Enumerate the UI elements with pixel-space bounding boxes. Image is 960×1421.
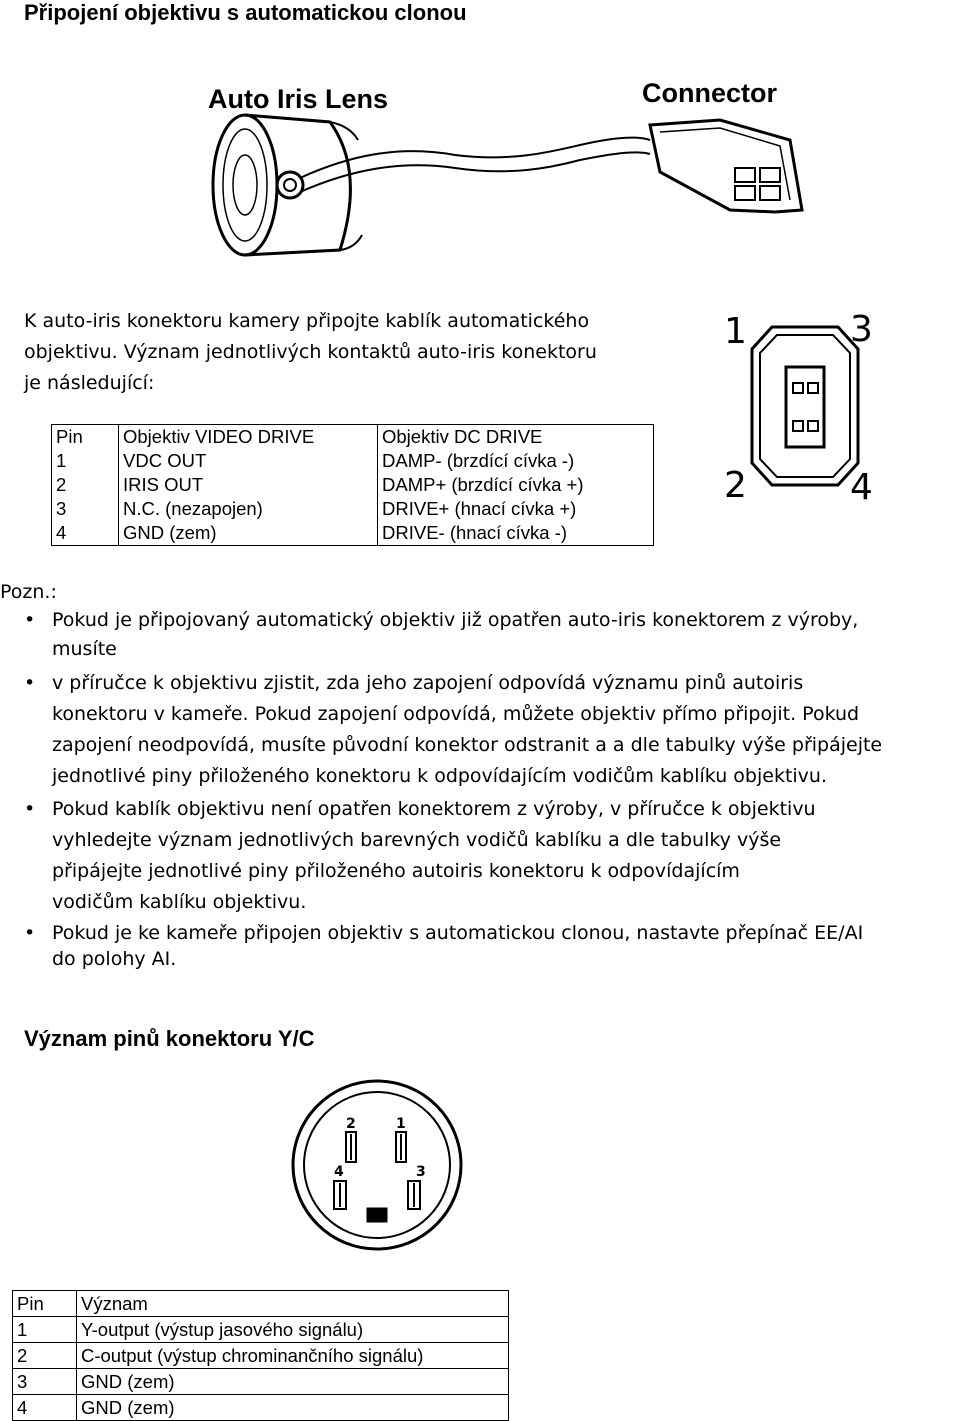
- note-item: [22, 920, 942, 972]
- bullet-icon: •: [24, 922, 36, 944]
- note-line: připájejte jednotlivé piny přiloženého autoiris konektoru k odpovídajícím: [52, 860, 740, 882]
- lens-drawing: [213, 115, 650, 255]
- table-header-cell: Objektiv VIDEO DRIVE: [119, 425, 378, 450]
- table-row: [13, 1369, 509, 1395]
- bullet-icon: •: [24, 609, 36, 631]
- section-heading-auto-iris: Připojení objektivu s automatickou clonou: [24, 0, 467, 25]
- table-row: [52, 521, 654, 546]
- table-cell: VDC OUT: [119, 449, 378, 473]
- bullet-icon: •: [24, 672, 36, 694]
- connector-label: Connector: [642, 78, 777, 108]
- notes-list: [22, 606, 942, 972]
- note-label: Pozn.:: [0, 581, 57, 603]
- table-row: [52, 497, 654, 521]
- table-cell: GND (zem): [119, 521, 378, 546]
- table-cell: GND (zem): [77, 1369, 509, 1395]
- table-cell: DRIVE+ (hnací cívka +): [378, 497, 654, 521]
- intro-line: K auto-iris konektoru kamery připojte kablík automatického: [24, 310, 590, 332]
- lens-label: Auto Iris Lens: [208, 84, 389, 114]
- auto-iris-connector-pin-diagram: [720, 305, 895, 505]
- table-header-cell: Pin: [52, 425, 119, 450]
- table-cell: DAMP+ (brzdící cívka +): [378, 473, 654, 497]
- pin-label-2: 2: [724, 465, 747, 505]
- note-line: musíte: [52, 638, 117, 660]
- table-row: [13, 1395, 509, 1421]
- note-line: Pokud je připojovaný automatický objektiv již opatřen auto-iris konektorem z výroby,: [52, 609, 859, 631]
- table-cell: N.C. (nezapojen): [119, 497, 378, 521]
- note-line: vyhledejte význam jednotlivých barevných vodičů kablíku a dle tabulky výše: [52, 829, 782, 851]
- auto-iris-lens-illustration: [190, 60, 830, 280]
- yc-connector-body: [293, 1081, 461, 1249]
- pin-label-3: 3: [850, 309, 873, 350]
- note-line: Pokud je ke kameře připojen objektiv s automatickou clonou, nastavte přepínač EE/AI: [52, 922, 864, 944]
- note-line: do polohy AI.: [52, 948, 177, 970]
- table-row: [13, 1317, 509, 1343]
- intro-line: je následující:: [24, 372, 155, 394]
- yc-pin-labels: [334, 1116, 426, 1180]
- table-cell: 2: [13, 1343, 77, 1369]
- table-cell: Y-output (výstup jasového signálu): [77, 1317, 509, 1343]
- yc-pin-label-2: 2: [346, 1116, 356, 1132]
- table-cell: 1: [13, 1317, 77, 1343]
- table-cell: 4: [13, 1395, 77, 1421]
- table-cell: GND (zem): [77, 1395, 509, 1421]
- note-line: vodičům kablíku objektivu.: [52, 891, 307, 913]
- intro-paragraph: [24, 306, 704, 399]
- yc-pin-label-1: 1: [396, 1116, 406, 1132]
- connector-drawing: [650, 120, 802, 212]
- note-line: Pokud kablík objektivu není opatřen konektorem z výroby, v příručce k objektivu: [52, 798, 816, 820]
- table-cell: C-output (výstup chrominančního signálu): [77, 1343, 509, 1369]
- bullet-icon: •: [24, 798, 36, 820]
- yc-pin-label-3: 3: [416, 1164, 426, 1180]
- table-cell: 3: [13, 1369, 77, 1395]
- yc-pin-label-4: 4: [334, 1164, 344, 1180]
- note-item: [22, 794, 942, 918]
- table-header-row: [13, 1291, 509, 1317]
- pin-label-1: 1: [724, 311, 747, 352]
- table-cell: 4: [52, 521, 119, 546]
- table-header-cell: Objektiv DC DRIVE: [378, 425, 654, 450]
- connector-outline: [752, 327, 858, 485]
- table-cell: IRIS OUT: [119, 473, 378, 497]
- table-row: [52, 449, 654, 473]
- yc-pin-table: [12, 1290, 509, 1421]
- table-cell: 3: [52, 497, 119, 521]
- note-item: [22, 668, 942, 792]
- table-cell: 1: [52, 449, 119, 473]
- table-header-cell: Pin: [13, 1291, 77, 1317]
- table-cell: 2: [52, 473, 119, 497]
- intro-line: objektivu. Význam jednotlivých kontaktů auto-iris konektoru: [24, 341, 597, 363]
- table-cell: DAMP- (brzdící cívka -): [378, 449, 654, 473]
- table-cell: DRIVE- (hnací cívka -): [378, 521, 654, 546]
- table-row: [13, 1343, 509, 1369]
- pin-label-4: 4: [850, 467, 873, 505]
- note-line: konektoru v kameře. Pokud zapojení odpovídá, můžete objektiv přímo připojit. Pokud: [52, 703, 860, 725]
- table-header-row: [52, 425, 654, 450]
- yc-connector-diagram: [290, 1078, 465, 1253]
- note-line: jednotlivé piny přiloženého konektoru k odpovídajícím vodičům kablíku objektivu.: [52, 765, 828, 787]
- table-row: [52, 473, 654, 497]
- auto-iris-pin-table: [51, 424, 654, 546]
- note-item: [22, 606, 942, 664]
- note-line: v příručce k objektivu zjistit, zda jeho zapojení odpovídá významu pinů autoiris: [52, 672, 804, 694]
- note-line: zapojení neodpovídá, musíte původní konektor odstranit a a dle tabulky výše připájejte: [52, 734, 883, 756]
- table-header-cell: Význam: [77, 1291, 509, 1317]
- section-heading-yc-connector: Význam pinů konektoru Y/C: [24, 1026, 315, 1051]
